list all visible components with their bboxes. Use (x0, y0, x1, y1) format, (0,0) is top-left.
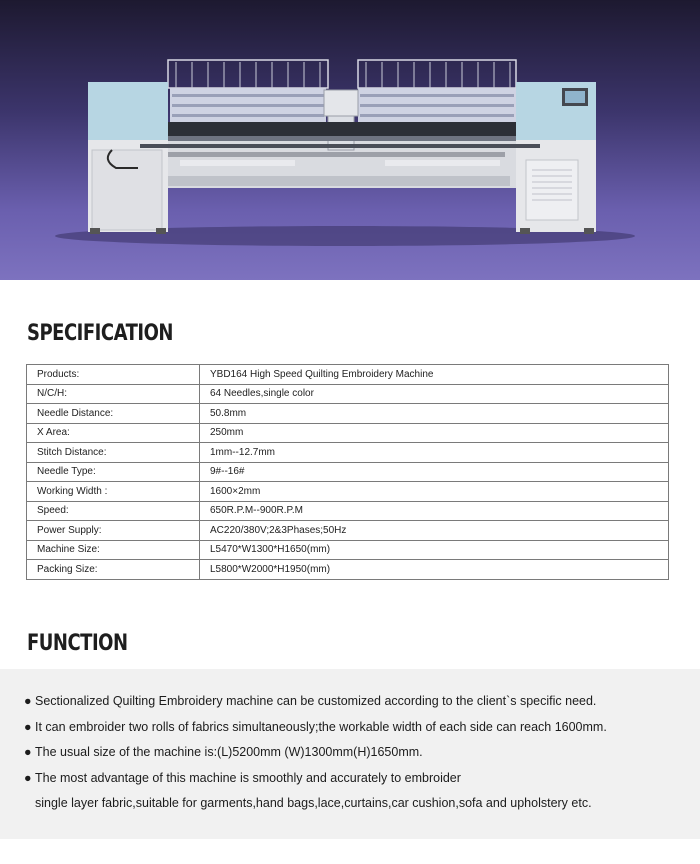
spec-label: Needle Distance: (27, 404, 200, 424)
table-row (27, 482, 669, 502)
table-row (27, 521, 669, 541)
spec-label: Speed: (27, 501, 200, 521)
spec-label: X Area: (27, 423, 200, 443)
specification-table (26, 364, 669, 580)
table-row (27, 560, 669, 580)
bullet-icon: ● (24, 745, 32, 759)
spec-value: 1600×2mm (200, 482, 669, 502)
spec-label: N/C/H: (27, 384, 200, 404)
spec-label: Products: (27, 365, 200, 385)
table-row (27, 443, 669, 463)
function-heading: FUNCTION (27, 630, 128, 657)
spec-value: L5470*W1300*H1650(mm) (200, 540, 669, 560)
spec-label: Stitch Distance: (27, 443, 200, 463)
bullet-icon: ● (24, 770, 32, 785)
list-item (24, 740, 700, 766)
bullet-icon: ● (24, 694, 32, 708)
table-row (27, 423, 669, 443)
function-list (0, 669, 700, 817)
specification-heading: SPECIFICATION (27, 320, 173, 347)
spec-value: 650R.P.M--900R.P.M (200, 501, 669, 521)
list-item-continuation: single layer fabric,suitable for garments,hand bags,lace,curtains,car cushion,sofa and upholstery etc. (35, 796, 592, 810)
list-item (24, 689, 700, 715)
list-item (24, 715, 700, 741)
table-row (27, 365, 669, 385)
spec-value: 9#--16# (200, 462, 669, 482)
table-row (27, 384, 669, 404)
spec-value: AC220/380V;2&3Phases;50Hz (200, 521, 669, 541)
function-list-panel (0, 669, 700, 839)
list-item-text: The most advantage of this machine is smoothly and accurately to embroider (35, 770, 461, 785)
table-row (27, 540, 669, 560)
spec-label: Working Width : (27, 482, 200, 502)
spec-label: Power Supply: (27, 521, 200, 541)
hero-machine-image (0, 0, 700, 280)
spec-value: 64 Needles,single color (200, 384, 669, 404)
list-item (24, 766, 700, 792)
spec-label: Machine Size: (27, 540, 200, 560)
spec-label: Needle Type: (27, 462, 200, 482)
list-item-text: The usual size of the machine is:(L)5200mm (W)1300mm(H)1650mm. (35, 745, 423, 759)
list-item-text: Sectionalized Quilting Embroidery machine can be customized according to the client`s specific need. (35, 694, 597, 708)
bullet-icon: ● (24, 719, 32, 734)
table-row (27, 462, 669, 482)
spec-value: 50.8mm (200, 404, 669, 424)
spec-label: Packing Size: (27, 560, 200, 580)
spec-value: 250mm (200, 423, 669, 443)
list-item-text: It can embroider two rolls of fabrics simultaneously;the workable width of each side can reach 1600mm. (35, 719, 607, 734)
table-row (27, 501, 669, 521)
machine-illustration (0, 0, 700, 280)
spec-value: YBD164 High Speed Quilting Embroidery Machine (200, 365, 669, 385)
spec-value: 1mm--12.7mm (200, 443, 669, 463)
table-row (27, 404, 669, 424)
spec-value: L5800*W2000*H1950(mm) (200, 560, 669, 580)
